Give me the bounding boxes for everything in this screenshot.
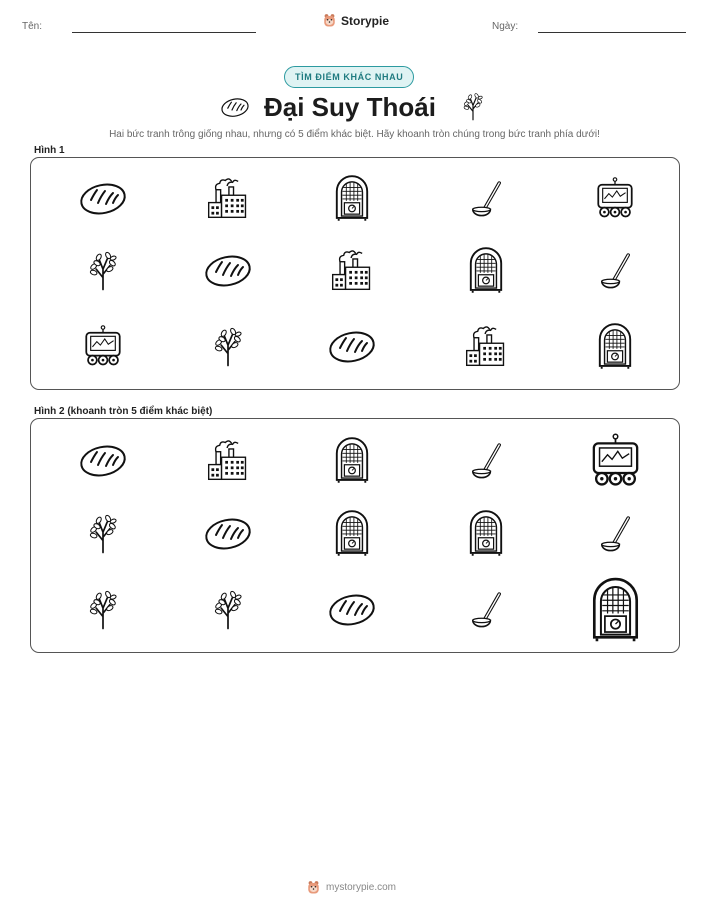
brand-name: Storypie xyxy=(341,13,390,28)
bread-icon[interactable] xyxy=(203,250,253,290)
footer-site: mystorypie.com xyxy=(326,882,397,893)
tree-icon[interactable] xyxy=(86,511,120,555)
radio-icon[interactable] xyxy=(467,246,505,294)
tv-cart-icon[interactable] xyxy=(81,324,125,368)
factory-icon[interactable] xyxy=(463,323,509,369)
page-title: Đại Suy Thoái xyxy=(264,92,436,122)
bread-icon[interactable] xyxy=(327,589,377,629)
brand-logo xyxy=(322,13,389,28)
name-label: Tên: xyxy=(22,21,43,32)
picture1-label: Hình 1 xyxy=(34,145,65,156)
factory-icon[interactable] xyxy=(205,437,251,483)
footer xyxy=(306,880,396,895)
instructions: Hai bức tranh trông giống nhau, nhưng có 5 điểm khác biệt. Hãy khoanh tròn chúng trong bức tranh phía dưới! xyxy=(109,129,600,140)
factory-icon[interactable] xyxy=(205,175,251,221)
name-line[interactable] xyxy=(72,32,256,33)
ladle-icon[interactable] xyxy=(464,438,508,482)
activity-badge: TÌM ĐIỂM KHÁC NHAU xyxy=(284,66,414,88)
tv-cart-icon[interactable] xyxy=(593,176,637,220)
ladle-icon[interactable] xyxy=(593,248,637,292)
ladle-icon[interactable] xyxy=(464,176,508,220)
tree-icon[interactable] xyxy=(86,587,120,631)
bread-icon[interactable] xyxy=(203,513,253,553)
bread-icon[interactable] xyxy=(78,178,128,218)
picture2-label: Hình 2 (khoanh tròn 5 điểm khác biệt) xyxy=(34,406,213,417)
bread-icon[interactable] xyxy=(327,326,377,366)
bread-icon[interactable] xyxy=(78,440,128,480)
bread-icon xyxy=(220,95,250,119)
mascot-icon xyxy=(322,13,337,28)
radio-icon[interactable] xyxy=(467,509,505,557)
radio-icon[interactable] xyxy=(589,576,642,643)
date-line[interactable] xyxy=(538,32,686,33)
tree-icon[interactable] xyxy=(86,248,120,292)
tree-icon[interactable] xyxy=(211,324,245,368)
radio-icon[interactable] xyxy=(333,509,371,557)
radio-icon[interactable] xyxy=(333,436,371,484)
tv-cart-icon[interactable] xyxy=(587,432,644,489)
tree-icon xyxy=(461,91,485,121)
ladle-icon[interactable] xyxy=(464,587,508,631)
tree-icon[interactable] xyxy=(211,587,245,631)
date-label: Ngày: xyxy=(492,21,519,32)
mascot-icon xyxy=(306,880,321,895)
radio-icon[interactable] xyxy=(596,322,634,370)
radio-icon[interactable] xyxy=(333,174,371,222)
factory-icon[interactable] xyxy=(329,247,375,293)
ladle-icon[interactable] xyxy=(593,511,637,555)
